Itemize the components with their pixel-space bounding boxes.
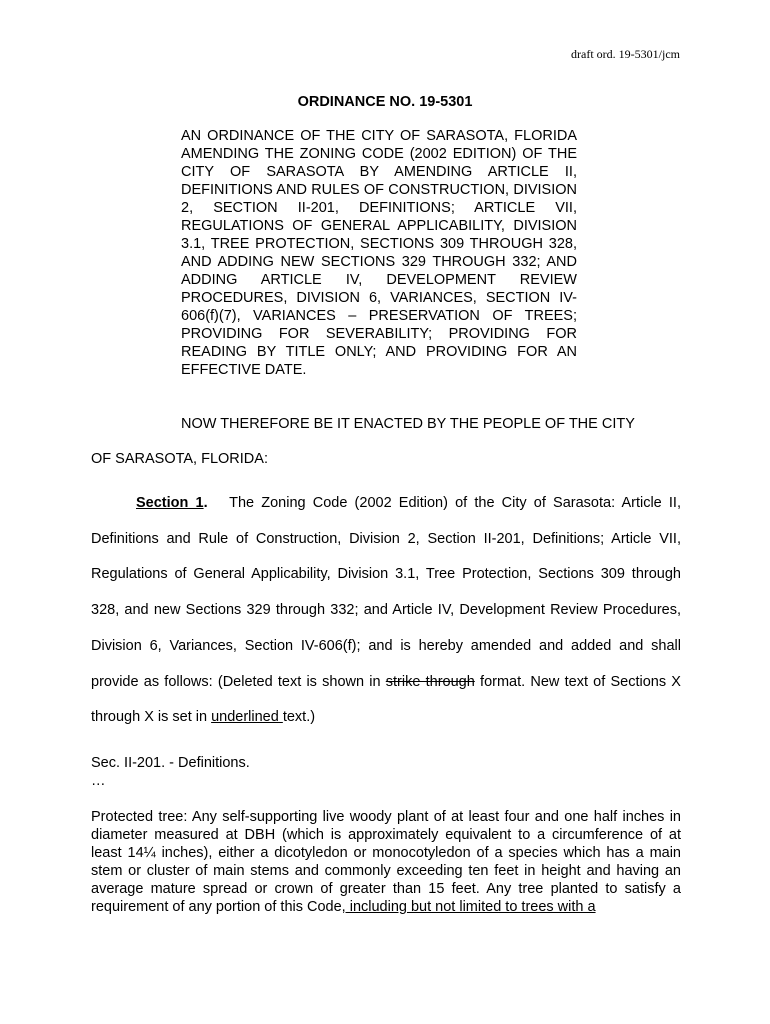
- underlined-sample: underlined: [211, 709, 283, 726]
- ordinance-abstract: AN ORDINANCE OF THE CITY OF SARASOTA, FLORIDA AMENDING THE ZONING CODE (2002 EDITION) OF THE CITY OF SARASOTA BY AMENDING ARTICLE II, DEFINITIONS AND RULES OF CONSTRUCTION, DIVISION 2, SECTION II-201, DEFINITIONS; ARTICLE VII, REGULATIONS OF GENERAL APPLICABILITY, DIVISION 3.1, TREE PROTECTION, SECTIONS 309 THROUGH 328, AND ADDING NEW SECTIONS 329 THROUGH 332; AND ADDING ARTICLE IV, DEVELOPMENT REVIEW PROCEDURES, DIVISION 6, VARIANCES, SECTION IV-606(f)(7), VARIANCES – PRESERVATION OF TREES; PROVIDING FOR SEVERABILITY; PROVIDING FOR READING BY TITLE ONLY; AND PROVIDING FOR AN EFFECTIVE DATE.: [181, 128, 577, 378]
- draft-note: draft ord. 19-5301/jcm: [571, 47, 680, 61]
- section-1-paragraph: [91, 486, 681, 736]
- omission-ellipsis: …: [91, 773, 106, 789]
- protected-tree-text: Protected tree: Any self-supporting live woody plant of at least four and one half inches in diameter measured at DBH (which is approximately equivalent to a circumference of at least 14¼ inches), either a dicotyledon or monocotyledon of a species which has a main stem or cluster of main stems and commonly exceeding ten feet in height and having an average mature spread or crown of greater than 15 feet. Any tree planted to satisfy a requirement of any portion of this Code: [91, 809, 681, 915]
- protected-tree-definition: [91, 808, 681, 916]
- enacting-clause-line-1: NOW THEREFORE BE IT ENACTED BY THE PEOPLE OF THE CITY: [181, 416, 635, 432]
- section-1-text-continued: format. New text of Sections X through X is set in: [91, 673, 681, 726]
- section-1-label-dot: .: [203, 495, 208, 511]
- strike-through-sample: strike through: [385, 673, 475, 690]
- protected-tree-added-text: , including but not limited to trees with a: [341, 899, 596, 915]
- enacting-clause-line-2: OF SARASOTA, FLORIDA:: [91, 451, 268, 467]
- definitions-section-heading: [91, 754, 681, 790]
- definitions-heading-text: Sec. II-201. - Definitions.: [91, 755, 250, 771]
- ordinance-title: ORDINANCE NO. 19-5301: [297, 94, 473, 110]
- section-1-text-end: text.): [282, 709, 316, 726]
- section-1-text: The Zoning Code (2002 Edition) of the City of Sarasota: Article II, Definitions and Rule of Construction, Division 2, Section II-201, Definitions; Article VII, Regulations of General Applicability, Division 3.1, Tree Protection, Sections 309 through 328, and new Sections 329 through 332; and Article IV, Development Review Procedures, Division 6, Variances, Section IV-606(f); and is hereby amended and added and shall provide as follows: (Deleted text is shown in: [91, 495, 681, 690]
- section-1-label: Section 1: [136, 495, 204, 511]
